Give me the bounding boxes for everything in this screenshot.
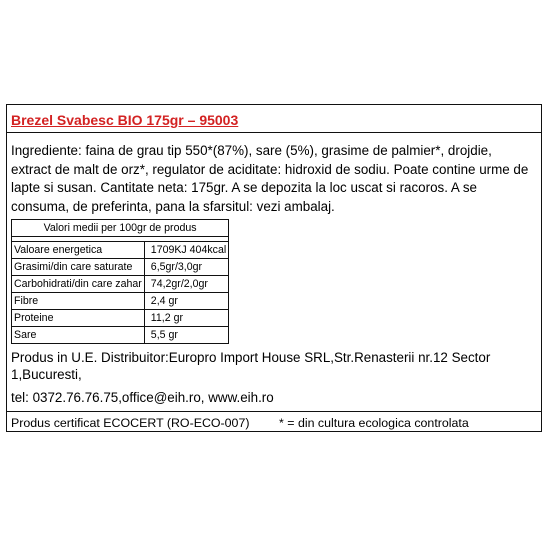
title-row: [7, 105, 541, 133]
nutrition-table: [11, 219, 229, 344]
nutrient-value: 74,2gr/2,0gr: [144, 276, 228, 293]
contact-info: tel: 0372.76.76.75,office@eih.ro, www.eih.ro: [11, 390, 274, 405]
nutrition-header: Valori medii per 100gr de produs: [12, 220, 229, 237]
nutrient-name: Proteine: [12, 310, 145, 327]
ingredients-line: Ingrediente: faina de grau tip 550*(87%), sare (5%), grasime de palmier*, drojdie,: [11, 143, 492, 158]
ingredients-line: lapte si susan. Cantitate neta: 175gr. A se depozita la loc uscat si racoros. A se: [11, 180, 477, 195]
nutrient-value: 5,5 gr: [144, 327, 228, 344]
producer-line: 1,Bucuresti,: [11, 367, 82, 382]
table-row: [12, 327, 229, 344]
producer-info: [11, 349, 541, 383]
nutrient-name: Fibre: [12, 293, 145, 310]
nutrient-value: 11,2 gr: [144, 310, 228, 327]
nutrient-name: Valoare energetica: [12, 242, 145, 259]
ingredients-text: [11, 142, 541, 216]
product-title: Brezel Svabesc BIO 175gr – 95003: [11, 112, 239, 128]
table-row: [12, 310, 229, 327]
table-row: [12, 242, 229, 259]
certification-row: [7, 411, 541, 433]
nutrient-name: Sare: [12, 327, 145, 344]
ingredients-line: extract de malt de orz*, regulator de aciditate: hidroxid de sodiu. Poate contine urme de: [11, 161, 529, 177]
nutrient-name: Carbohidrati/din care zahar: [12, 276, 145, 293]
ingredients-line: consuma, de preferinta, pana la sfarsitul: vezi ambalaj.: [11, 198, 335, 214]
certification-note: * = din cultura ecologica controlata: [279, 416, 469, 430]
nutrient-name: Grasimi/din care saturate: [12, 259, 145, 276]
nutrient-value: 2,4 gr: [144, 293, 228, 310]
table-row: [12, 259, 229, 276]
nutrient-value: 1709KJ 404kcal: [144, 242, 228, 259]
producer-line: Produs in U.E. Distribuitor:Europro Import House SRL,Str.Renasterii nr.12 Sector: [11, 350, 491, 365]
table-row: [12, 276, 229, 293]
nutrient-value: 6,5gr/3,0gr: [144, 259, 228, 276]
table-row: [12, 293, 229, 310]
product-label: [6, 104, 542, 432]
certification-text: Produs certificat ECOCERT (RO-ECO-007): [11, 416, 250, 430]
